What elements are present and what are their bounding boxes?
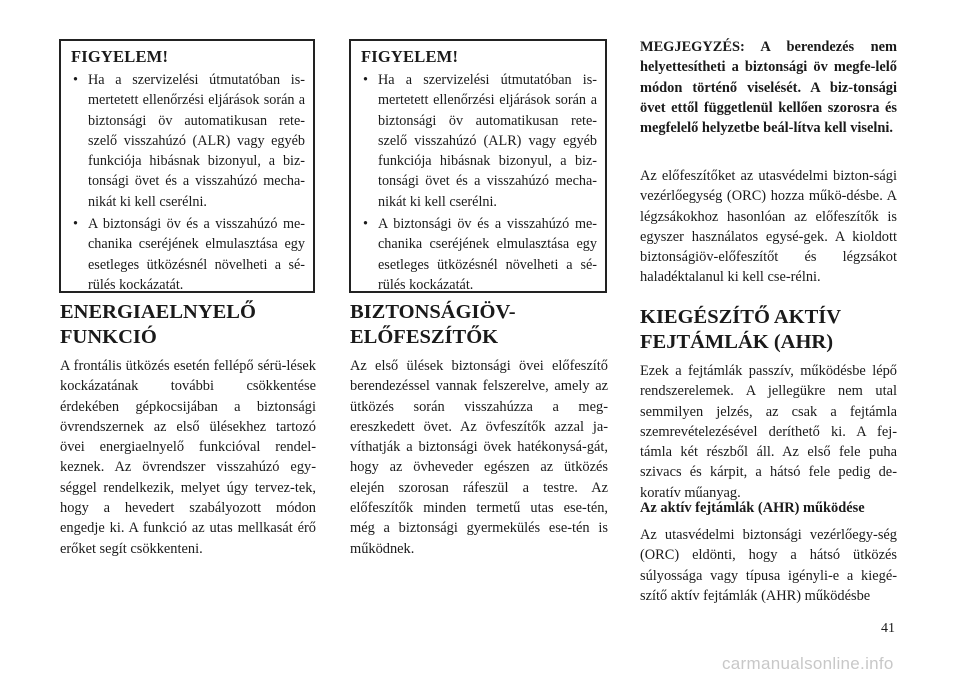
section-title-line: KIEGÉSZÍTŐ AKTÍV [640,306,842,328]
warning-heading: FIGYELEM! [71,47,169,66]
section-title-line: ELŐFESZÍTŐK [350,326,499,348]
section-title [350,300,608,350]
section-title-line: BIZTONSÁGIÖV- [350,301,516,323]
section-title-line: FEJTÁMLÁK (AHR) [640,331,834,353]
section-title-line: FUNKCIÓ [60,326,157,348]
body-paragraph: Az utasvédelmi biztonsági vezérlőegy-ség (ORC) eldönti, hogy a hátsó ütközés súlyossága vagy típusa igényli-e a kiegé-szítő aktív fejtámlák (AHR) működésbe [640,527,897,604]
warning-list [361,70,597,295]
warning-bullet: • A biztonsági öv és a visszahúzó me-chanika cseréjének elmulasztása egy esetleges ütközésnél növelheti a sé-rülés kockázatát. [71,214,305,295]
subheading: Az aktív fejtámlák (AHR) működése [640,500,865,516]
section-title [60,300,316,350]
section-title [640,305,897,355]
page-number: 41 [881,621,895,636]
watermark: carmanualsonline.info [722,654,894,673]
body-paragraph: Az első ülések biztonsági övei előfeszítő berendezéssel vannak felszerelve, amely az ütközés során visszahúzza a meg-ereszkedett övet. Az övfeszítők azzal ja-víthatják a biztonsági övek hatékonysá-gát, hogy az övheveder egészen az ütközés elején szorosan ráfeszül a testre. Az előfeszítők minden termetű utas ese-tén, még a biztonsági gyermekülés ese-tén is működnek. [350,358,608,557]
warning-heading: FIGYELEM! [361,47,459,66]
note-paragraph: MEGJEGYZÉS: A berendezés nem helyettesítheti a biztonsági öv megfe-lelő módon történő viselését. A biz-tonsági övet ettől függetlenül kellően szorosra és megfelelő helyzetbe beál-lítva kell viselni. [640,39,897,137]
body-paragraph: A frontális ütközés esetén fellépő sérü-lések kockázatának további csökkentése érdekében gépkocsijában a biztonsági övrendszernek az első ülésekhez tartozó övei energiaelnyelő funkcióval rendel-keznek. Az övrendszer visszahúzó egy-séggel rendelkezik, melyet úgy tervez-tek, hogy a hevedert szabályozott módon engedje ki. A funkció az utas mellkasát érő erőket segít csökkenteni. [60,358,316,557]
warning-bullet: • Ha a szervizelési útmutatóban is-mertetett ellenőrzési eljárások során a biztonsági öv automatikusan rete-szelő visszahúzó (ALR) vagy egyéb funkciója hibásnak bizonyul, a biz-tonsági övet és a visszahúzó mecha-nikát ki kell cserélni. [71,70,305,212]
warning-box-1 [59,39,315,293]
warning-list [71,70,305,295]
section-title-line: ENERGIAELNYELŐ [60,301,256,323]
body-paragraph: Ezek a fejtámlák passzív, működésbe lépő rendszerelemek. A jellegükre nem utal semmilyen jelzés, az csak a fejtámla szemrevételezésével deríthető ki. A fej-támla két részből áll. Az első fele puha szivacs és kárpit, a hátsó fele pedig de-koratív műanyag. [640,363,897,501]
warning-box-2 [349,39,607,293]
warning-bullet: • A biztonsági öv és a visszahúzó me-chanika cseréjének elmulasztása egy esetleges ütközésnél növelheti a sé-rülés kockázatát. [361,214,597,295]
warning-bullet: • Ha a szervizelési útmutatóban is-mertetett ellenőrzési eljárások során a biztonsági öv automatikusan rete-szelő visszahúzó (ALR) vagy egyéb funkciója hibásnak bizonyul, a biz-tonsági övet és a visszahúzó mecha-nikát ki kell cserélni. [361,70,597,212]
body-paragraph: Az előfeszítőket az utasvédelmi bizton-sági vezérlőegység (ORC) hozza műkö-désbe. A légzsákokhoz hasonlóan az előfeszítők is egyszer használatos egysé-gek. A kioldott biztonságiöv-előfeszítőt és légzsákot haladéktalanul ki kell cse-rélni. [640,168,897,286]
